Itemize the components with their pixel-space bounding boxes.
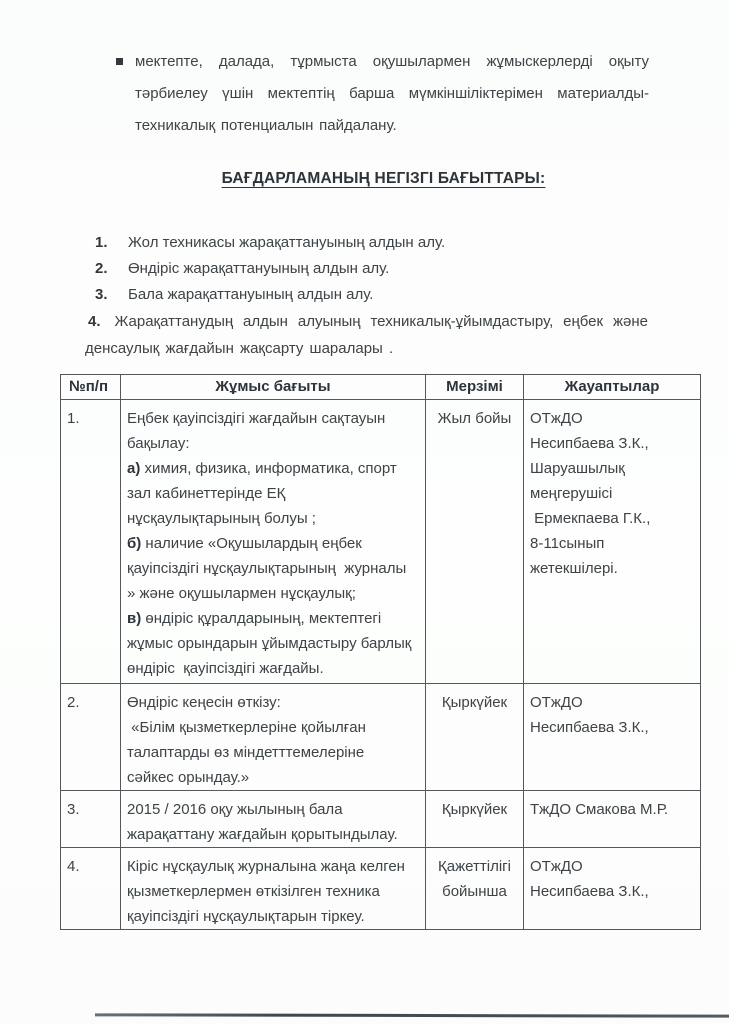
- header-responsible: Жауаптылар: [524, 375, 701, 400]
- page-title: БАҒДАРЛАМАНЫҢ НЕГІЗГІ БАҒЫТТАРЫ:: [221, 170, 546, 187]
- list-item-number: 4.: [88, 313, 101, 330]
- bullet-icon: [116, 58, 123, 65]
- term-cell: [426, 684, 524, 791]
- row-number-cell: [61, 848, 121, 930]
- text-line: бақылау:: [127, 435, 190, 452]
- term-cell: [426, 400, 524, 684]
- bold-prefix: в): [127, 610, 142, 627]
- scan-edge-artifact: [95, 1013, 729, 1017]
- text-line: жетекшілері.: [530, 560, 618, 577]
- text-line: меңгерушісі: [530, 485, 613, 502]
- term-cell: [426, 848, 524, 930]
- text-line: нұсқаулықтарының болуы ;: [127, 510, 316, 527]
- list-item-number: 3.: [95, 286, 108, 303]
- text-line: 4.: [67, 858, 80, 875]
- direction-cell: [121, 684, 426, 791]
- text-line: » және оқушылармен нұсқаулық;: [127, 585, 356, 602]
- list-item-text: Жарақаттанудың алдын алуының техникалық-ұйымдастыру, еңбек және денсаулық жағдайын жақсарту шаралары .: [85, 313, 648, 357]
- list-item-text: Жол техникасы жарақаттануының алдын алу.: [128, 234, 446, 251]
- text-line: б) наличие «Оқушылардың еңбек: [127, 535, 362, 552]
- text-line: зал кабинеттерінде ЕҚ: [127, 485, 286, 502]
- responsible-cell: [524, 400, 701, 684]
- text-line: 2015 / 2016 оқу жылының бала: [127, 801, 343, 818]
- text-line: ОТжДО: [530, 694, 583, 711]
- responsible-cell: [524, 684, 701, 791]
- text-line: 2.: [67, 694, 80, 711]
- table-row: [61, 791, 701, 848]
- row-number-cell: [61, 400, 121, 684]
- direction-cell: [121, 791, 426, 848]
- header-direction: Жұмыс бағыты: [121, 375, 426, 400]
- table-row: [61, 848, 701, 930]
- text-line: талаптарды өз міндетттемелеріне: [127, 744, 365, 761]
- table-header-row: [61, 375, 701, 400]
- row-number-cell: [61, 791, 121, 848]
- text-line: ОТжДО: [530, 410, 583, 427]
- list-item-number: 2.: [95, 260, 108, 277]
- text-line: жарақаттану жағдайын қорытындылау.: [127, 826, 398, 843]
- text-line: өндіріс қауіпсіздігі жағдайы.: [127, 660, 324, 677]
- table-row: [61, 400, 701, 684]
- bold-prefix: б): [127, 535, 142, 552]
- list-item: [85, 282, 648, 308]
- text-line: қауіпсіздігі нұсқаулықтарының журналы: [127, 560, 407, 577]
- text-line: а) химия, физика, информатика, спорт: [127, 460, 397, 477]
- text-line: Кіріс нұсқаулық журналына жаңа келген: [127, 858, 405, 875]
- term-cell: [426, 791, 524, 848]
- text-line: ТжДО Смакова М.Р.: [530, 801, 669, 818]
- text-line: сәйкес орындау.»: [127, 769, 250, 786]
- list-item: [85, 308, 648, 362]
- list-item-text: Бала жарақаттануының алдын алу.: [128, 286, 374, 303]
- list-item-text: Өндіріс жарақаттануының алдын алу.: [128, 260, 390, 277]
- text-line: «Білім қызметкерлеріне қойылған: [127, 719, 366, 736]
- intro-paragraph: мектепте, далада, тұрмыста оқушылармен жұмыскерлерді оқыту тәрбиелеу үшін мектептің барша мүмкіншіліктерімен материалды-техникалық потенциалын пайдалану.: [135, 53, 649, 134]
- text-line: қызметкерлермен өткізілген техника: [127, 883, 380, 900]
- work-plan-table: [60, 374, 701, 930]
- text-line: қауіпсіздігі нұсқаулықтарын тіркеу.: [127, 908, 365, 925]
- text-line: 8-11сынып: [530, 535, 605, 552]
- text-line: Қыркүйек: [441, 801, 508, 818]
- direction-cell: [121, 400, 426, 684]
- responsible-cell: [524, 848, 701, 930]
- direction-cell: [121, 848, 426, 930]
- text-line: Өндіріс кеңесін өткізу:: [127, 694, 281, 711]
- list-item-number: 1.: [95, 234, 108, 251]
- table-row: [61, 684, 701, 791]
- responsible-cell: [524, 791, 701, 848]
- bold-prefix: а): [127, 460, 141, 477]
- text-line: Шаруашылық: [530, 460, 625, 477]
- header-number: №п/п: [61, 375, 121, 400]
- list-item: [85, 230, 648, 256]
- text-line: Еңбек қауіпсіздігі жағдайын сақтауын: [127, 410, 386, 427]
- text-line: Несипбаева З.К.,: [530, 883, 649, 900]
- directions-list: [85, 230, 648, 362]
- text-line: жұмыс орындарын ұйымдастыру барлық: [127, 635, 412, 652]
- text-line: 3.: [67, 801, 80, 818]
- row-number-cell: [61, 684, 121, 791]
- text-line: Жыл бойы: [437, 410, 512, 427]
- text-line: 1.: [67, 410, 80, 427]
- text-line: Несипбаева З.К.,: [530, 719, 649, 736]
- text-line: бойынша: [442, 883, 507, 900]
- text-line: Қажеттілігі: [438, 858, 511, 875]
- text-line: Қыркүйек: [441, 694, 508, 711]
- text-line: Ермекпаева Г.К.,: [530, 510, 651, 527]
- header-term: Мерзімі: [426, 375, 524, 400]
- text-line: Несипбаева З.К.,: [530, 435, 649, 452]
- text-line: в) өндіріс құралдарының, мектептегі: [127, 610, 382, 627]
- text-line: ОТжДО: [530, 858, 583, 875]
- list-item: [85, 256, 648, 282]
